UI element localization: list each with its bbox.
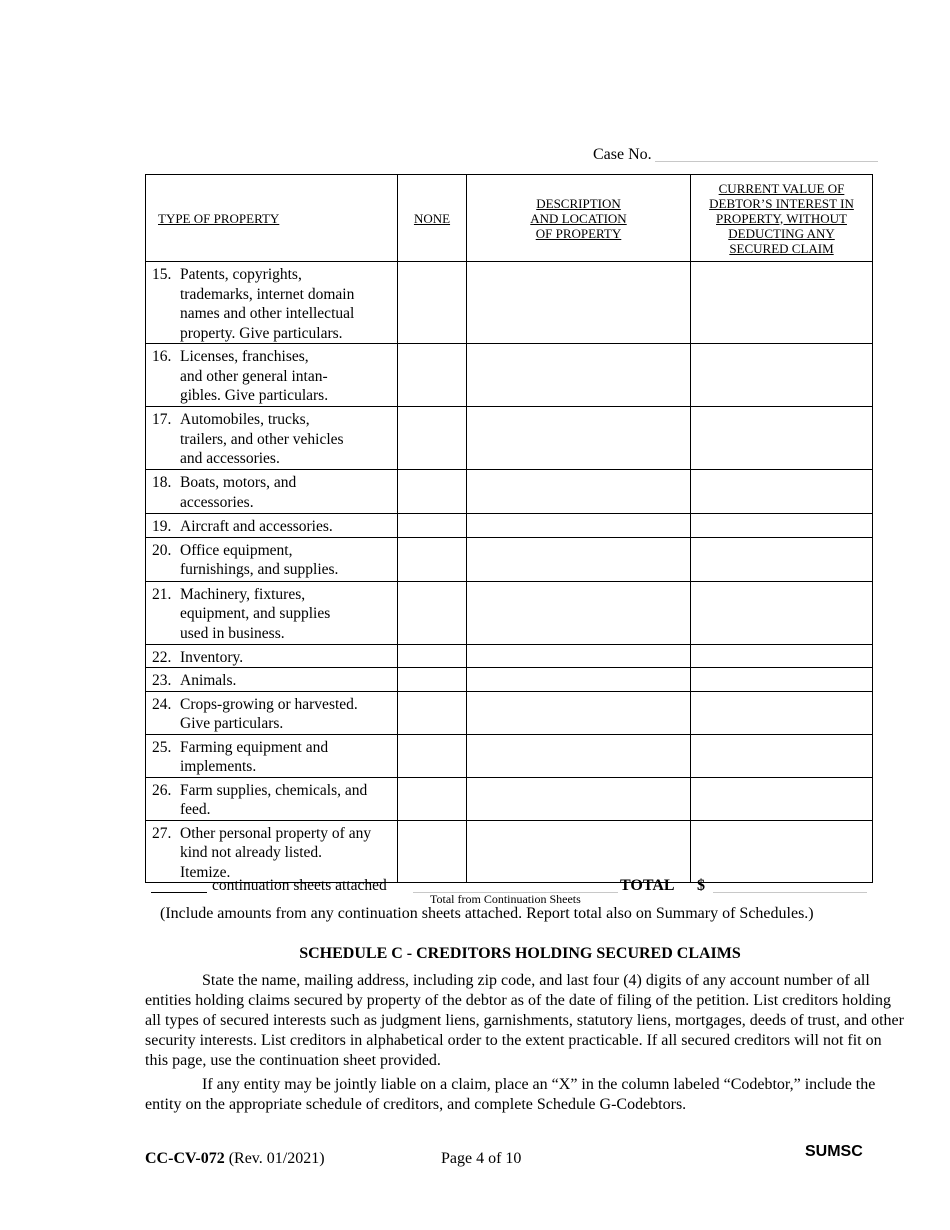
form-number: CC-CV-072 (145, 1150, 225, 1167)
property-type-cell (146, 691, 398, 734)
table-row (146, 734, 873, 777)
none-cell[interactable] (398, 344, 467, 407)
table-row (146, 691, 873, 734)
property-type-cell (146, 470, 398, 514)
none-cell[interactable] (398, 407, 467, 470)
item-text: Other personal property of any (180, 824, 372, 842)
property-table (145, 174, 873, 883)
none-cell[interactable] (398, 668, 467, 692)
value-cell[interactable] (691, 262, 873, 344)
value-cell[interactable] (691, 581, 873, 644)
property-type-line: trademarks, internet domain (180, 285, 355, 303)
case-no-label: Case No. (593, 146, 652, 163)
description-cell[interactable] (467, 470, 691, 514)
property-type-line (152, 265, 393, 285)
schedule-c-paragraph-1: State the name, mailing address, including zip code, and last four (4) digits of any account number of all entities holding claims secured by property of the debtor as of the date of filing of the petition. List creditors holding all types of secured interests such as judgment liens, garnishments, statutory liens, mortgages, deeds of trust, and other security interests. List creditors in alphabetical order to the extent practicable. If all secured creditors will not fit on this page, use the continuation sheet provided. (145, 972, 904, 1069)
col-none: NONE (398, 175, 467, 262)
col-type-of-property: TYPE OF PROPERTY (146, 175, 398, 262)
value-cell[interactable] (691, 820, 873, 883)
property-type-cell (146, 820, 398, 883)
property-type-line: gibles. Give particulars. (180, 387, 329, 404)
col-value-line: PROPERTY, WITHOUT (716, 210, 847, 226)
continuation-total-caption: Total from Continuation Sheets (430, 892, 581, 906)
none-cell[interactable] (398, 734, 467, 777)
continuation-label: continuation sheets attached (212, 877, 387, 894)
property-type-line: and accessories. (180, 450, 280, 467)
table-row (146, 581, 873, 644)
item-number: 24. (152, 695, 172, 713)
agency-mark: SUMSC (805, 1143, 863, 1160)
item-number: 15. (152, 266, 172, 283)
table-row (146, 820, 873, 883)
item-text: Automobiles, trucks, (180, 411, 310, 428)
value-cell[interactable] (691, 691, 873, 734)
description-cell[interactable] (467, 691, 691, 734)
col-description-line: AND LOCATION (530, 210, 627, 226)
property-type-line: used in business. (180, 624, 285, 642)
value-cell[interactable] (691, 668, 873, 692)
item-number: 17. (152, 411, 172, 428)
item-number: 16. (152, 348, 172, 365)
property-type-cell (146, 668, 398, 692)
page-number: Page 4 of 10 (441, 1150, 522, 1167)
col-description-line: OF PROPERTY (535, 225, 622, 241)
table-row (146, 668, 873, 692)
property-type-line: property. Give particulars. (180, 324, 343, 342)
none-cell[interactable] (398, 777, 467, 820)
item-number: 20. (152, 541, 172, 559)
description-cell[interactable] (467, 777, 691, 820)
dollar-sign: $ (697, 877, 705, 894)
property-type-line (152, 517, 393, 537)
property-type-cell (146, 644, 398, 668)
property-type-line: kind not already listed. (180, 844, 323, 861)
description-cell[interactable] (467, 734, 691, 777)
table-row (146, 470, 873, 514)
value-cell[interactable] (691, 470, 873, 514)
value-cell[interactable] (691, 777, 873, 820)
item-number: 25. (152, 738, 172, 756)
property-type-cell (146, 777, 398, 820)
none-cell[interactable] (398, 644, 467, 668)
property-type-cell (146, 537, 398, 581)
property-type-line (152, 648, 393, 668)
none-cell[interactable] (398, 820, 467, 883)
property-type-cell (146, 262, 398, 344)
item-text: Patents, copyrights, (180, 266, 302, 283)
property-type-cell (146, 514, 398, 538)
item-text: Office equipment, (180, 541, 293, 559)
item-number: 21. (152, 585, 172, 603)
description-cell[interactable] (467, 668, 691, 692)
item-text: Inventory. (180, 648, 244, 666)
none-cell[interactable] (398, 537, 467, 581)
item-text: Boats, motors, and (180, 474, 297, 491)
property-type-line: furnishings, and supplies. (180, 561, 339, 578)
col-value-line: CURRENT VALUE OF (718, 180, 845, 196)
property-type-line: and other general intan- (180, 367, 328, 385)
value-cell[interactable] (691, 407, 873, 470)
property-type-line (152, 473, 393, 493)
property-type-line: accessories. (180, 493, 254, 511)
item-text: Aircraft and accessories. (180, 518, 333, 535)
total-amount-field[interactable] (713, 892, 867, 893)
col-description (467, 175, 691, 262)
item-text: Farming equipment and (180, 738, 329, 756)
property-type-line: trailers, and other vehicles (180, 430, 344, 448)
property-type-line (152, 347, 393, 367)
table-row (146, 777, 873, 820)
property-type-line: implements. (180, 758, 257, 775)
include-note: (Include amounts from any continuation sheets attached. Report total also on Summary of Schedules.) (160, 905, 814, 922)
item-number: 27. (152, 824, 172, 842)
table-row (146, 407, 873, 470)
table-header-row (146, 175, 873, 262)
property-type-cell (146, 581, 398, 644)
table-row (146, 644, 873, 668)
continuation-count-field[interactable] (151, 892, 207, 893)
value-cell[interactable] (691, 514, 873, 538)
item-number: 18. (152, 474, 172, 491)
property-type-line: Give particulars. (180, 715, 284, 732)
item-text: Animals. (180, 672, 237, 689)
none-cell[interactable] (398, 262, 467, 344)
col-value-line: DEBTOR’S INTEREST IN (709, 195, 854, 211)
property-type-line (152, 695, 393, 715)
property-type-line (152, 541, 393, 561)
none-cell[interactable] (398, 691, 467, 734)
description-cell[interactable] (467, 537, 691, 581)
property-type-line: Itemize. (180, 863, 231, 881)
table-row (146, 537, 873, 581)
value-cell[interactable] (691, 344, 873, 407)
total-label: TOTAL (620, 877, 675, 894)
property-type-line (152, 824, 393, 844)
schedule-c-paragraph-2: If any entity may be jointly liable on a claim, place an “X” in the column labeled “Codebtor,” include the entity on the appropriate schedule of creditors, and complete Schedule G-Codebtors. (145, 1076, 876, 1113)
table-row (146, 262, 873, 344)
col-description-line: DESCRIPTION (536, 195, 621, 211)
property-type-line (152, 738, 393, 758)
description-cell[interactable] (467, 820, 691, 883)
form-revision: (Rev. 01/2021) (228, 1150, 325, 1167)
col-value-line: SECURED CLAIM (729, 240, 834, 256)
value-cell[interactable] (691, 537, 873, 581)
none-cell[interactable] (398, 470, 467, 514)
description-cell[interactable] (467, 262, 691, 344)
schedule-c-heading: SCHEDULE C - CREDITORS HOLDING SECURED CLAIMS (299, 945, 741, 962)
col-current-value (691, 175, 873, 262)
item-text: Crops-growing or harvested. (180, 695, 358, 713)
property-type-line (152, 671, 393, 691)
value-cell[interactable] (691, 734, 873, 777)
item-text: Machinery, fixtures, (180, 585, 306, 603)
property-type-cell (146, 734, 398, 777)
none-cell[interactable] (398, 581, 467, 644)
none-cell[interactable] (398, 514, 467, 538)
item-number: 26. (152, 781, 172, 799)
property-type-line: feed. (180, 801, 211, 818)
property-type-line (152, 585, 393, 605)
property-type-line: equipment, and supplies (180, 605, 331, 622)
table-row (146, 344, 873, 407)
description-cell[interactable] (467, 644, 691, 668)
property-type-cell (146, 407, 398, 470)
value-cell[interactable] (691, 644, 873, 668)
item-text: Licenses, franchises, (180, 348, 309, 365)
description-cell[interactable] (467, 581, 691, 644)
col-value-line: DEDUCTING ANY (728, 225, 835, 241)
description-cell[interactable] (467, 344, 691, 407)
table-row (146, 514, 873, 538)
property-type-cell (146, 344, 398, 407)
description-cell[interactable] (467, 407, 691, 470)
item-number: 23. (152, 672, 172, 689)
form-id (145, 1150, 325, 1168)
item-number: 19. (152, 518, 172, 535)
item-text: Farm supplies, chemicals, and (180, 781, 368, 799)
description-cell[interactable] (467, 514, 691, 538)
item-number: 22. (152, 648, 172, 666)
case-no-field[interactable] (655, 161, 878, 162)
property-type-line: names and other intellectual (180, 305, 355, 322)
property-type-line (152, 781, 393, 801)
property-type-line (152, 410, 393, 430)
